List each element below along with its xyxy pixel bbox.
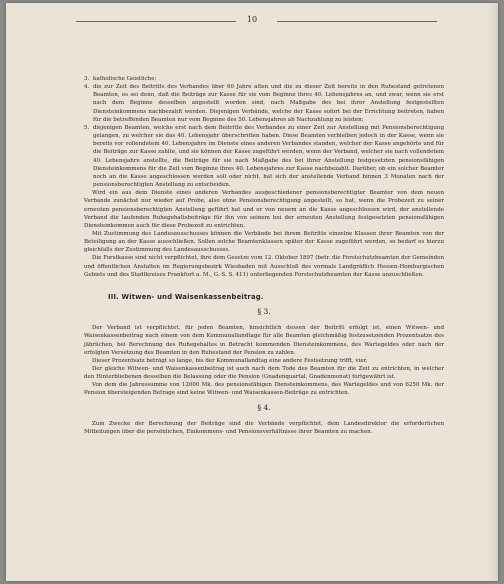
paragraph: Der Verband ist verpflichtet, für jeden Beamten, hinsichtlich dessen der Beitritt erfolgt ist, einen Witwen- und Waisenkassenbeitrag nach einem von dem Kommunallandtage für alle Beamten gleichmäßig festzusetzenden Prozentsatze des jährlichen, bei Berechnung des Ruhegehaltes in Betracht kommenden Diensteinkommens, des Wartegeldes oder nach der erfolgten Versetzung des Beamten in den Ruhestand der Pension zu zahlen. xyxy=(84,325,444,356)
list-item-text: diejenigen Beamten, welche erst nach dem Beitritte des Verbandes zu einer Zeit zur Anstellung mit Pensionsberechtigung gelangen, zu welcher sie das 40. Lebensjahr überschritten haben. Diese Beamten verbleiben jedoch in der Kasse, wenn sie bereits vor vollendetem 40. Lebensjahre im Dienste eines anderen Verbandes standen, welcher der Kasse angehörte und für die Beiträge zur Kasse zahlte, und sie können der Kasse zugeführt werden, wenn der Verband, welcher sie nach vollendetem 40. Lebensjahre anstellte, die Beiträge für sie nach Maßgabe des bei ihrer Anstellung festgesetzten pensionsfähigen Diensteinkommens für die Zeit vom Beginne ihres 40. Lebensjahres zur Kasse nachbezahlt. Darüber, ob ein solcher Beamter noch an die Kasse angeschlossen werden soll oder nicht, hat sich der anstellende Verband binnen 3 Monaten nach der pensionsberechtigten Anstellung zu entscheiden. xyxy=(93,124,444,189)
page-number: 10 xyxy=(246,15,258,24)
list-item xyxy=(84,83,444,124)
section-heading: III. Witwen- und Waisenkassenbeitrag. xyxy=(108,292,264,301)
list-item xyxy=(84,124,444,189)
header-rule-right xyxy=(277,21,437,22)
paragraph-heading: § 4. xyxy=(257,402,271,412)
spacer xyxy=(84,398,444,401)
paragraph: Dieser Prozentsatz beträgt so lange, bis der Kommunallandtag eine andere Festsetzung trifft, vier. xyxy=(92,357,368,364)
list-item-number: 4. xyxy=(84,84,90,91)
body-text xyxy=(84,75,444,436)
list-item-number: 3. xyxy=(84,76,90,82)
paragraph: Zum Zwecke der Berechnung der Beiträge sind die Verbände verpflichtet, dem Landesdirektor die erforderlichen Mitteilungen über die persönlichen, Einkommens- und Pensionsverhältnisse ihrer Beamten zu machen. xyxy=(84,420,444,435)
paragraph: Die Forstkasse sind nicht verpflichtet, ihre dem Gesetze vom 12. Oktober 1897 (betr. die Forstschutzbeamten der Gemeinden und öffentlichen Anstalten im Regierungsbezirk Wiesbaden mit Ausschluß des vormals Landgräflich Hessen-Homburgischen Gebiets und des Stadtkreises Frankfurt a. M., G.-S. S. 411) unterliegenden Forstschutzbeamten der Kasse anzuschließen. xyxy=(84,255,444,278)
list-item-text: die zur Zeit des Beitritts des Verbandes über 60 Jahre alten und die zu dieser Zeit bereits in den Ruhestand getretenen Beamten, es sei denn, daß die Beiträge zur Kasse für sie vom Beginne ihres 40. Lebensjahres an, und zwar, wenn sie erst nach dem Beginne desselben angestellt worden sind, nach Maßgabe des bei ihrer Anstellung festgestellten Diensteinkommens nachbezahlt werden. Diejenigen Verbände, welche der Kasse sofort bei der Errichtung beitreten, haben für die betreffenden Beamten nur vom Beginne des 50. Lebensjahres ab Nachzahlung zu leisten; xyxy=(93,84,444,123)
paragraph: Der gleiche Witwen- und Waisenkassenbeitrag ist auch nach dem Tode des Beamten für die Zeit zu entrichten, in welcher den Hinterbliebenen desselben die Belassung oder die Pension (Gnadenquartal, Gnadenmonat) fortgewährt ist. xyxy=(84,366,444,381)
page-edge-shadow xyxy=(488,3,498,581)
list-item-number: 5. xyxy=(84,124,90,131)
paragraph-heading: § 3. xyxy=(257,307,271,317)
list-item xyxy=(84,75,444,83)
document-page xyxy=(6,3,498,581)
paragraph: Mit Zustimmung des Landesausschusses können die Verbände bei ihrem Beitritte einzelne Klassen ihrer Beamten von der Beteiligung an der Kasse ausschließen. Sollen solche Beamtenklassen später der Kasse zugeführt werden, so bedarf es hierzu gleichfalls der Zustimmung des Landesausschusses. xyxy=(84,230,444,254)
list-item-text: katholische Geistliche; xyxy=(93,76,157,82)
paragraph: Von dem die Jahressumme von 12000 Mk. des pensionsfähigen Diensteinkommens, des Wartegeldes und von 6250 Mk. der Pension übersteigenden Betrage sind keine Witwen- und Waisenkassen-Beiträge zu entrichten. xyxy=(84,382,444,397)
paragraph: Wird ein aus dem Dienste eines anderen Verbandes ausgeschiedener pensionsberechtigter Beamter von dem neuen Verbande zunächst nur wieder auf Probe, also ohne Pensionsberechtigung angestellt, so hat, wenn die Probezeit zu seiner erneuten pensionsberechtigten Anstellung geführt hat und er von neuem an die Kasse angeschlossen wird, der anstellende Verband die laufenden Ruhegehaltsbeiträge für ihn von seinem bei der erneuten Anstellung festgesetzten pensionsfähigen Diensteinkommen auch für diese Probezeit zu entrichten. xyxy=(84,190,444,229)
